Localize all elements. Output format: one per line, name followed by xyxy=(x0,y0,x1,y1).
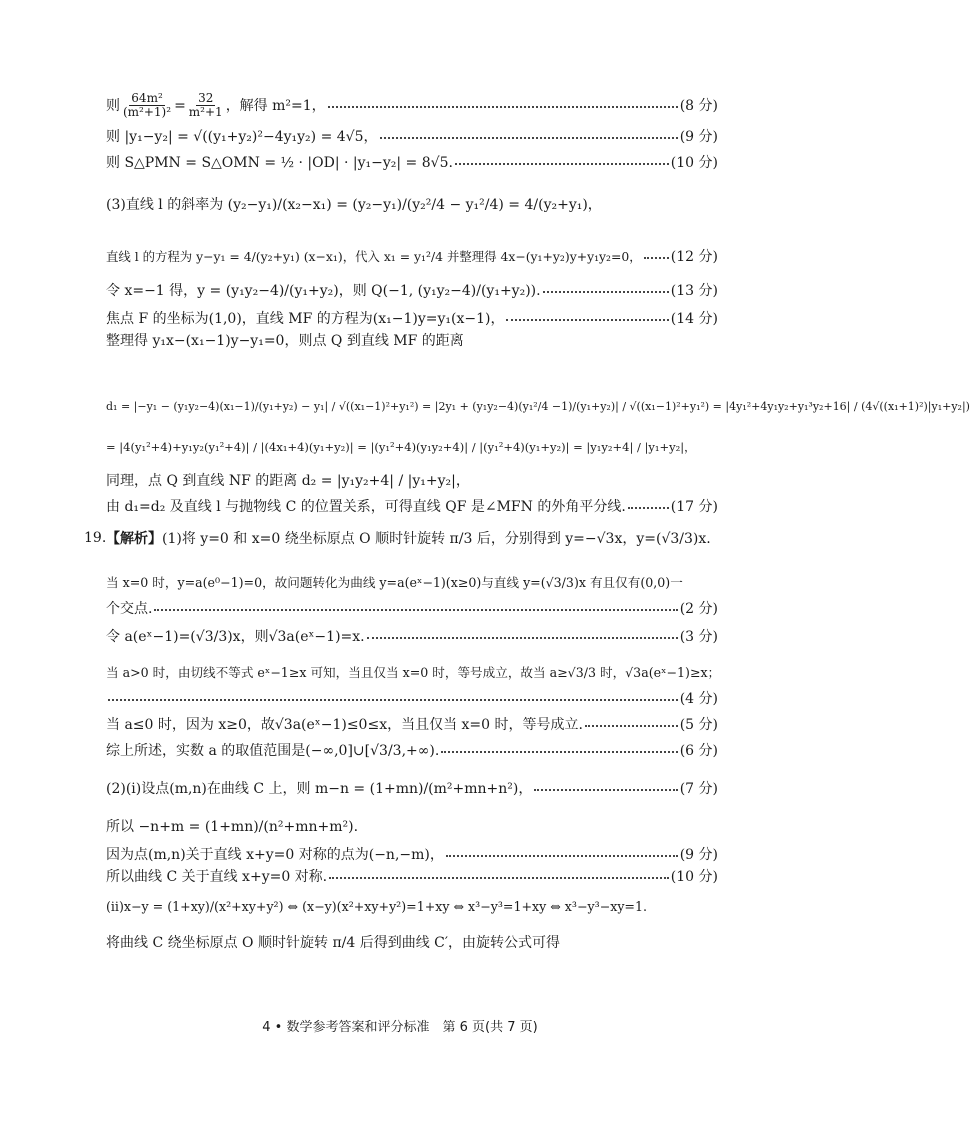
score-points: (13 分) xyxy=(670,283,718,299)
leader-dots xyxy=(585,725,678,727)
solution-line: 当 x=0 时，y=a(e⁰−1)=0，故问题转化为曲线 y=a(eˣ−1)(x≥0)与直线 y=(√3/3)x 有且仅有(0,0)一 xyxy=(106,575,683,590)
solution-line: 令 a(eˣ−1)=(√3/3)x，则√3a(eˣ−1)=x. (3 分) xyxy=(106,629,718,645)
solution-line: 所以曲线 C 关于直线 x+y=0 对称. (10 分) xyxy=(106,869,718,885)
solution-line: 综上所述，实数 a 的取值范围是(−∞,0]∪[√3/3,+∞). (6 分) xyxy=(106,743,718,759)
fraction: $\frac{32}{\text{m²+1}}$ xyxy=(188,91,223,119)
score-points: (12 分) xyxy=(670,249,718,265)
leader-dots xyxy=(543,291,669,293)
leader-dots xyxy=(329,877,669,879)
solution-line: 令 x=−1 得，y = (y₁y₂−4)/(y₁+y₂)，则 Q(−1, (y₁y₂−4)/(y₁+y₂)). (13 分) xyxy=(106,283,718,299)
solution-line: 【解析】 (1)将 y=0 和 x=0 绕坐标原点 O 顺时针旋转 π/3 后，分别得到 y=−√3x，y=(√3/3)x. xyxy=(106,531,711,547)
leader-dots xyxy=(441,751,677,753)
leader-dots xyxy=(628,507,669,509)
solution-line: (3)直线 l 的斜率为 (y₂−y₁)/(x₂−x₁) = (y₂−y₁)/(y₂²/4 − y₁²/4) = 4/(y₂+y₁)， xyxy=(106,197,602,213)
solution-line: 所以 −n+m = (1+mn)/(n²+mn+m²). xyxy=(106,819,359,835)
leader-dots xyxy=(446,855,678,857)
fraction: $\frac{\text{64m²}}{\text{(m²+1)²}}$ xyxy=(123,91,172,119)
solution-line: 由 d₁=d₂ 及直线 l 与抛物线 C 的位置关系，可得直线 QF 是∠MFN 的外角平分线. (17 分) xyxy=(106,499,718,515)
question-number: 19. xyxy=(84,530,107,546)
score-points: (10 分) xyxy=(670,155,718,171)
leader-dots xyxy=(455,163,669,165)
score-points: (4 分) xyxy=(679,691,718,707)
score-points: (14 分) xyxy=(670,311,718,327)
leader-dots xyxy=(367,637,678,639)
solution-line: 同理，点 Q 到直线 NF 的距离 d₂ = |y₁y₂+4| / |y₁+y₂|， xyxy=(106,473,470,489)
solution-line: 焦点 F 的坐标为(1,0)，直线 MF 的方程为(x₁−1)y=y₁(x−1)， (14 分) xyxy=(106,311,718,327)
solution-line: 则 $\frac{\text{64m²}}{\text{(m²+1)²}}$ = $\frac{32}{\text{m²+1}}$ ，解得 m²=1， (8 分) xyxy=(106,91,718,119)
leader-dots xyxy=(644,257,669,259)
leader-dots xyxy=(154,609,677,611)
solution-line: 整理得 y₁x−(x₁−1)y−y₁=0，则点 Q 到直线 MF 的距离 xyxy=(106,333,464,349)
solution-line: 当 a>0 时，由切线不等式 eˣ−1≥x 可知，当且仅当 x=0 时，等号成立，故当 a≥√3/3 时，√3a(eˣ−1)≥x； xyxy=(106,665,721,680)
leader-dots xyxy=(108,699,678,701)
solution-line: 则 S△PMN = S△OMN = ½ · |OD| · |y₁−y₂| = 8√5. (10 分) xyxy=(106,155,718,171)
leader-dots xyxy=(328,106,678,108)
score-points: (7 分) xyxy=(679,781,718,797)
leader-dots xyxy=(534,789,677,791)
score-points: (10 分) xyxy=(670,869,718,885)
score-points: (9 分) xyxy=(679,129,718,145)
score-points: (8 分) xyxy=(679,97,718,114)
solution-line: 则 |y₁−y₂| = √((y₁+y₂)²−4y₁y₂) = 4√5， (9 分) xyxy=(106,129,718,145)
distance-formula: d₁ = |−y₁ − (y₁y₂−4)(x₁−1)/(y₁+y₂) − y₁| / √((x₁−1)²+y₁²) = |2y₁ + (y₁y₂−4)(y₁²/4 −1)/(y₁+y₂)| / √((x₁−1)²+y₁²) = |4y₁²+4y₁y₂+y₁³y₂+16| / (4√((x₁+1)²)|y₁+y₂|) xyxy=(106,399,970,413)
solution-line: (ⅱ)x−y = (1+xy)/(x²+xy+y²) ⇔ (x−y)(x²+xy+y²)=1+xy ⇔ x³−y³=1+xy ⇔ x³−y³−xy=1. xyxy=(106,899,647,914)
solution-line: (2)(ⅰ)设点(m,n)在曲线 C 上，则 m−n = (1+mn)/(m²+mn+n²)， (7 分) xyxy=(106,781,718,797)
solution-line: 直线 l 的方程为 y−y₁ = 4/(y₂+y₁) (x−x₁)，代入 x₁ = y₁²/4 并整理得 4x−(y₁+y₂)y+y₁y₂=0， (12 分) xyxy=(106,249,718,265)
solution-line: = |4(y₁²+4)+y₁y₂(y₁²+4)| / |(4x₁+4)(y₁+y₂)| = |(y₁²+4)(y₁y₂+4)| / |(y₁²+4)(y₁+y₂)| = |y₁y₂+4| / |y₁+y₂|， xyxy=(106,440,696,454)
solution-line: 当 a≤0 时，因为 x≥0，故√3a(eˣ−1)≤0≤x，当且仅当 x=0 时，等号成立. (5 分) xyxy=(106,717,718,733)
score-points: (6 分) xyxy=(679,743,718,759)
leader-dots xyxy=(506,319,668,321)
leader-dots xyxy=(380,137,678,139)
score-points: (2 分) xyxy=(679,601,718,617)
score-points: (9 分) xyxy=(679,847,718,863)
solution-line xyxy=(106,690,718,708)
line-text: 则 xyxy=(106,97,120,114)
score-points: (3 分) xyxy=(679,629,718,645)
solution-line: 将曲线 C 绕坐标原点 O 顺时针旋转 π/4 后得到曲线 C′，由旋转公式可得 xyxy=(106,935,561,951)
solution-line: 因为点(m,n)关于直线 x+y=0 对称的点为(−n,−m)， (9 分) xyxy=(106,847,718,863)
page-footer: 4 • 数学参考答案和评分标准 第 6 页(共 7 页) xyxy=(262,1020,538,1035)
score-points: (5 分) xyxy=(679,717,718,733)
solution-line: 个交点. (2 分) xyxy=(106,601,718,617)
score-points: (17 分) xyxy=(670,499,718,515)
analysis-tag: 【解析】 xyxy=(106,531,162,547)
